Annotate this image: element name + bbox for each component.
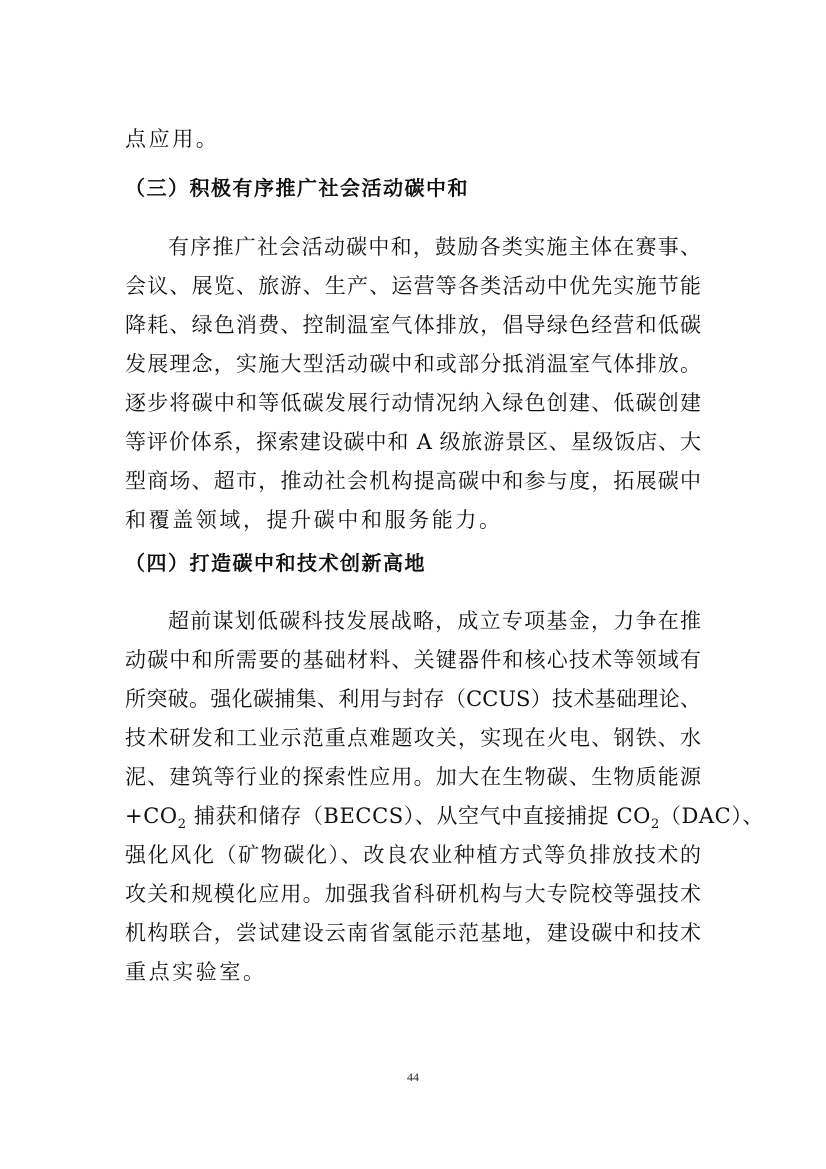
paragraph-line: 等评价体系，探索建设碳中和 A 级旅游景区、星级饭店、大	[125, 430, 701, 454]
paragraph-line: 攻关和规模化应用。加强我省科研机构与大专院校等强技术	[125, 882, 701, 906]
paragraph-line: 泥、建筑等行业的探索性应用。加大在生物碳、生物质能源	[125, 765, 701, 789]
co2-prefix: +CO	[125, 804, 178, 828]
section-heading-4: （四）打造碳中和技术创新高地	[125, 551, 426, 575]
paragraph-line: 会议、展览、旅游、生产、运营等各类活动中优先实施节能	[125, 274, 701, 298]
paragraph-line: 强化风化（矿物碳化）、改良农业种植方式等负排放技术的	[125, 843, 701, 867]
paragraph-line: 所突破。强化碳捕集、利用与封存（CCUS）技术基础理论、	[125, 687, 701, 711]
paragraph-line: 逐步将碳中和等低碳发展行动情况纳入绿色创建、低碳创建	[125, 391, 701, 415]
section-heading-3: （三）积极有序推广社会活动碳中和	[125, 176, 469, 200]
paragraph-line: 技术研发和工业示范重点难题攻关，实现在火电、钢铁、水	[125, 726, 701, 750]
paragraph-line: 超前谋划低碳科技发展战略，成立专项基金，力争在推	[168, 609, 701, 633]
paragraph-line: 发展理念，实施大型活动碳中和或部分抵消温室气体排放。	[125, 352, 701, 376]
carryover-text-line: 点应用。	[125, 127, 220, 151]
co2-middle-text: 捕获和储存（BECCS）、从空气中直接捕捉 CO	[186, 804, 651, 828]
paragraph-line-co2	[125, 796, 765, 836]
paragraph-line: 动碳中和所需要的基础材料、关键器件和核心技术等领域有	[125, 648, 701, 672]
paragraph-line: 型商场、超市，推动社会机构提高碳中和参与度，拓展碳中	[125, 469, 701, 493]
subscript-two: 2	[650, 817, 660, 833]
paragraph-line: 重点实验室。	[125, 960, 267, 984]
subscript-two: 2	[177, 817, 187, 833]
co2-suffix: （DAC）、	[659, 804, 765, 828]
paragraph-line: 机构联合，尝试建设云南省氢能示范基地，建设碳中和技术	[125, 921, 701, 945]
paragraph-line: 和覆盖领域，提升碳中和服务能力。	[125, 508, 503, 532]
page-number: 44	[407, 1070, 419, 1084]
paragraph-line: 有序推广社会活动碳中和，鼓励各类实施主体在赛事、	[168, 235, 701, 259]
paragraph-line: 降耗、绿色消费、控制温室气体排放，倡导绿色经营和低碳	[125, 313, 701, 337]
